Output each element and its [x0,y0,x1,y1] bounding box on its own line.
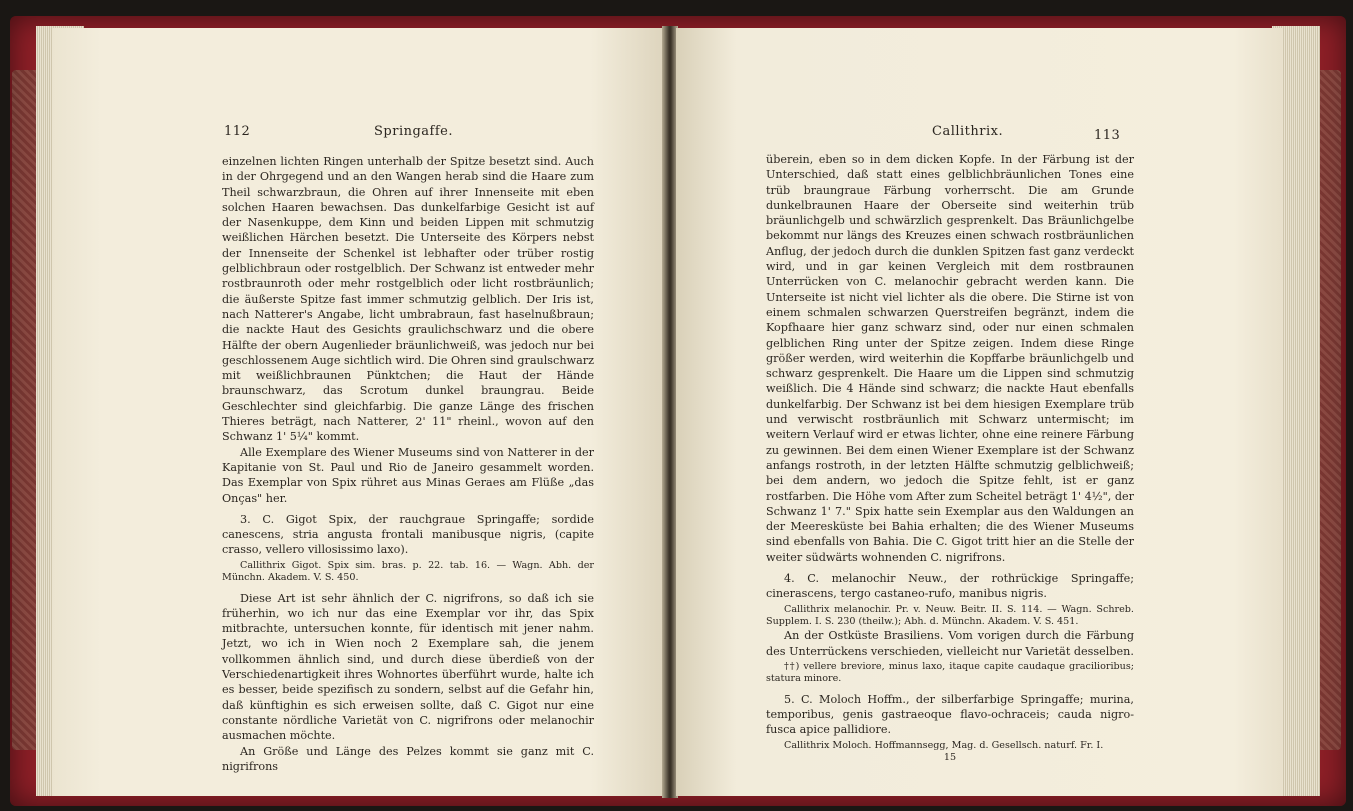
right-page [676,28,1282,796]
right-paragraph-1: überein, eben so in dem dicken Kopfe. In der Färbung ist der Unterschied, daß statt eines gelblichbräunlichen Tones eine trüb braungraue Färbung vorherrscht. Die am Grunde dunkelbraunen Haare der Oberseite sind weiterhin trüb bräunlichgelb und schwärzlich gesprenkelt. Das Bräunlichgelbe bekommt nur längs des Kreuzes einen schwach rostbräunlichen Anflug, der jedoch durch die dunklen Spitzen fast ganz verdeckt wird, und in gar keinen Vergleich mit dem rostbraunen Unterrücken von C. melanochir gebracht werden kann. Die Unterseite ist nicht viel lichter als die obere. Die Stirne ist von einem schmalen schwarzen Querstreifen begränzt, indem die Kopfhaare hier ganz schwarz sind, oder nur einen schmalen gelblichen Ring unter der Spitze zeigen. Indem diese Ringe größer werden, wird weiterhin die Kopffarbe bräunlichgelb und schwarz gesprenkelt. Die Haare um die Lippen sind schmutzig weißlich. Die 4 Hände sind schwarz; die nackte Haut ebenfalls dunkelfarbig. Der Schwanz ist bei dem hiesigen Exemplare trüb und verwischt rostbräunlich mit Schwarz untermischt; im weitern Verlauf wird er etwas lichter, ohne eine reinere Färbung zu gewinnen. Bei dem einen Wiener Exemplare ist der Schwanz anfangs rostroth, in der letzten Hälfte schmutzig gelblichweiß; bei dem andern, wo jedoch die Spitze fehlt, ist er ganz rostfarben. Die Höhe vom After zum Scheitel beträgt 1' 4½", der Schwanz 1' 7." Spix hatte sein Exemplar aus den Waldungen an der Meeresküste bei Bahia erhalten; die des Wiener Museums sind ebenfalls von Bahia. Die C. Gigot tritt hier an die Stelle der weiter südwärts wohnenden C. nigrifrons. [766,153,1134,564]
species-entry-3: 3. C. Gigot Spix, der rauchgraue Springaffe; sordide canescens, stria angusta frontali manibusque nigris, (capite crasso, vellero villosissimo laxo). [222,512,594,557]
synonymy-5: Callithrix Moloch. Hoffmannsegg, Mag. d. Gesellsch. naturf. Fr. I. [784,739,1104,751]
right-body [766,152,1134,765]
right-page-number: 113 [1094,128,1121,143]
right-running-head: Callithrix. [932,124,1004,139]
signature-mark: 15 [943,752,957,764]
left-paragraph-1: einzelnen lichten Ringen unterhalb der Spitze besetzt sind. Auch in der Ohrgegend und an den Wangen herab sind die Haare zum Theil schwarzbraun, die Ohren auf ihrer Innenseite mit eben solchen Haaren bewachsen. Das dunkelfarbige Gesicht ist auf der Nasenkuppe, dem Kinn und beiden Lippen mit schmutzig weißlichen Härchen besetzt. Die Unterseite des Körpers nebst der Innenseite der Schenkel ist lebhafter oder trüber rostig gelblichbraun oder rostgelblich. Der Schwanz ist entweder mehr rostbraunroth oder mehr rostgelblich oder licht rostbräunlich; die äußerste Spitze fast immer schmutzig gelblich. Der Iris ist, nach Natterer's Angabe, licht umbrabraun, fast haselnußbraun; die nackte Haut des Gesichts graulichschwarz und die obere Hälfte der obern Augenlieder bräunlichweiß, was jedoch nur bei geschlossenem Auge sichtlich wird. Die Ohren sind graulschwarz mit weißlichbraunen Pünktchen; die Haut der Hände braunschwarz, das Scrotum dunkel braungrau. Beide Geschlechter sind gleichfarbig. Die ganze Länge des frischen Thieres beträgt, nach Natterer, 2' 11" rheinl., wovon auf den Schwanz 1' 5¼" kommt. [222,155,595,444]
left-paragraph-3: Diese Art ist sehr ähnlich der C. nigrifrons, so daß ich sie früherhin, wo ich nur das eine Exemplar vor ihr, das Spix mitbrachte, untersuchen konnte, für identisch mit jener nahm. Jetzt, wo ich in Wien noch 2 Exemplare sah, die jenem vollkommen ähnlich sind, und durch diese überdieß von der Verschiedenartigkeit ihres Wohnortes überführt wurde, halte ich es besser, beide spezifisch zu sondern, selbst auf die Gefahr hin, daß künftighin es sich erweisen sollte, daß C. Gigot nur eine constante nördliche Varietät von C. nigrifrons oder melanochir ausmachen möchte. [222,591,594,743]
left-body [222,154,594,774]
right-paragraph-2: An der Ostküste Brasiliens. Vom vorigen durch die Färbung des Unterrückens verschieden, vielleicht nur Varietät desselben. [766,629,1134,658]
left-paragraph-4: An Größe und Länge des Pelzes kommt sie ganz mit C. nigrifrons [222,744,594,773]
species-entry-5: 5. C. Moloch Hoffm., der silberfarbige Springaffe; murina, temporibus, genis gastraeoque flavo-ochraceis; cauda nigro-fusca apice pallidiore. [766,692,1134,737]
left-running-head: Springaffe. [374,124,453,139]
left-page-number: 112 [224,124,251,139]
species-entry-4: 4. C. melanochir Neuw., der rothrückige Springaffe; cinerascens, tergo castaneo-rufo, manibus nigris. [766,572,1134,601]
left-paragraph-2: Alle Exemplare des Wiener Museums sind von Natterer in der Kapitanie von St. Paul und Rio de Janeiro gesammelt worden. Das Exemplar von Spix rühret aus Minas Geraes am Flüße „das Onças" her. [222,445,594,505]
left-page [52,28,664,796]
synonymy-4: Callithrix melanochir. Pr. v. Neuw. Beitr. II. S. 114. — Wagn. Schreb. Supplem. I. S. 230 (theilw.); Abh. d. Münchn. Akadem. V. S. 451. [766,603,1134,628]
synonymy-3: Callithrix Gigot. Spix sim. bras. p. 22. tab. 16. — Wagn. Abh. der Münchn. Akadem. V. S. 450. [222,559,594,584]
footnote-4: ††) vellere breviore, minus laxo, itaque capite caudaque gracilioribus; statura minore. [766,661,1134,685]
